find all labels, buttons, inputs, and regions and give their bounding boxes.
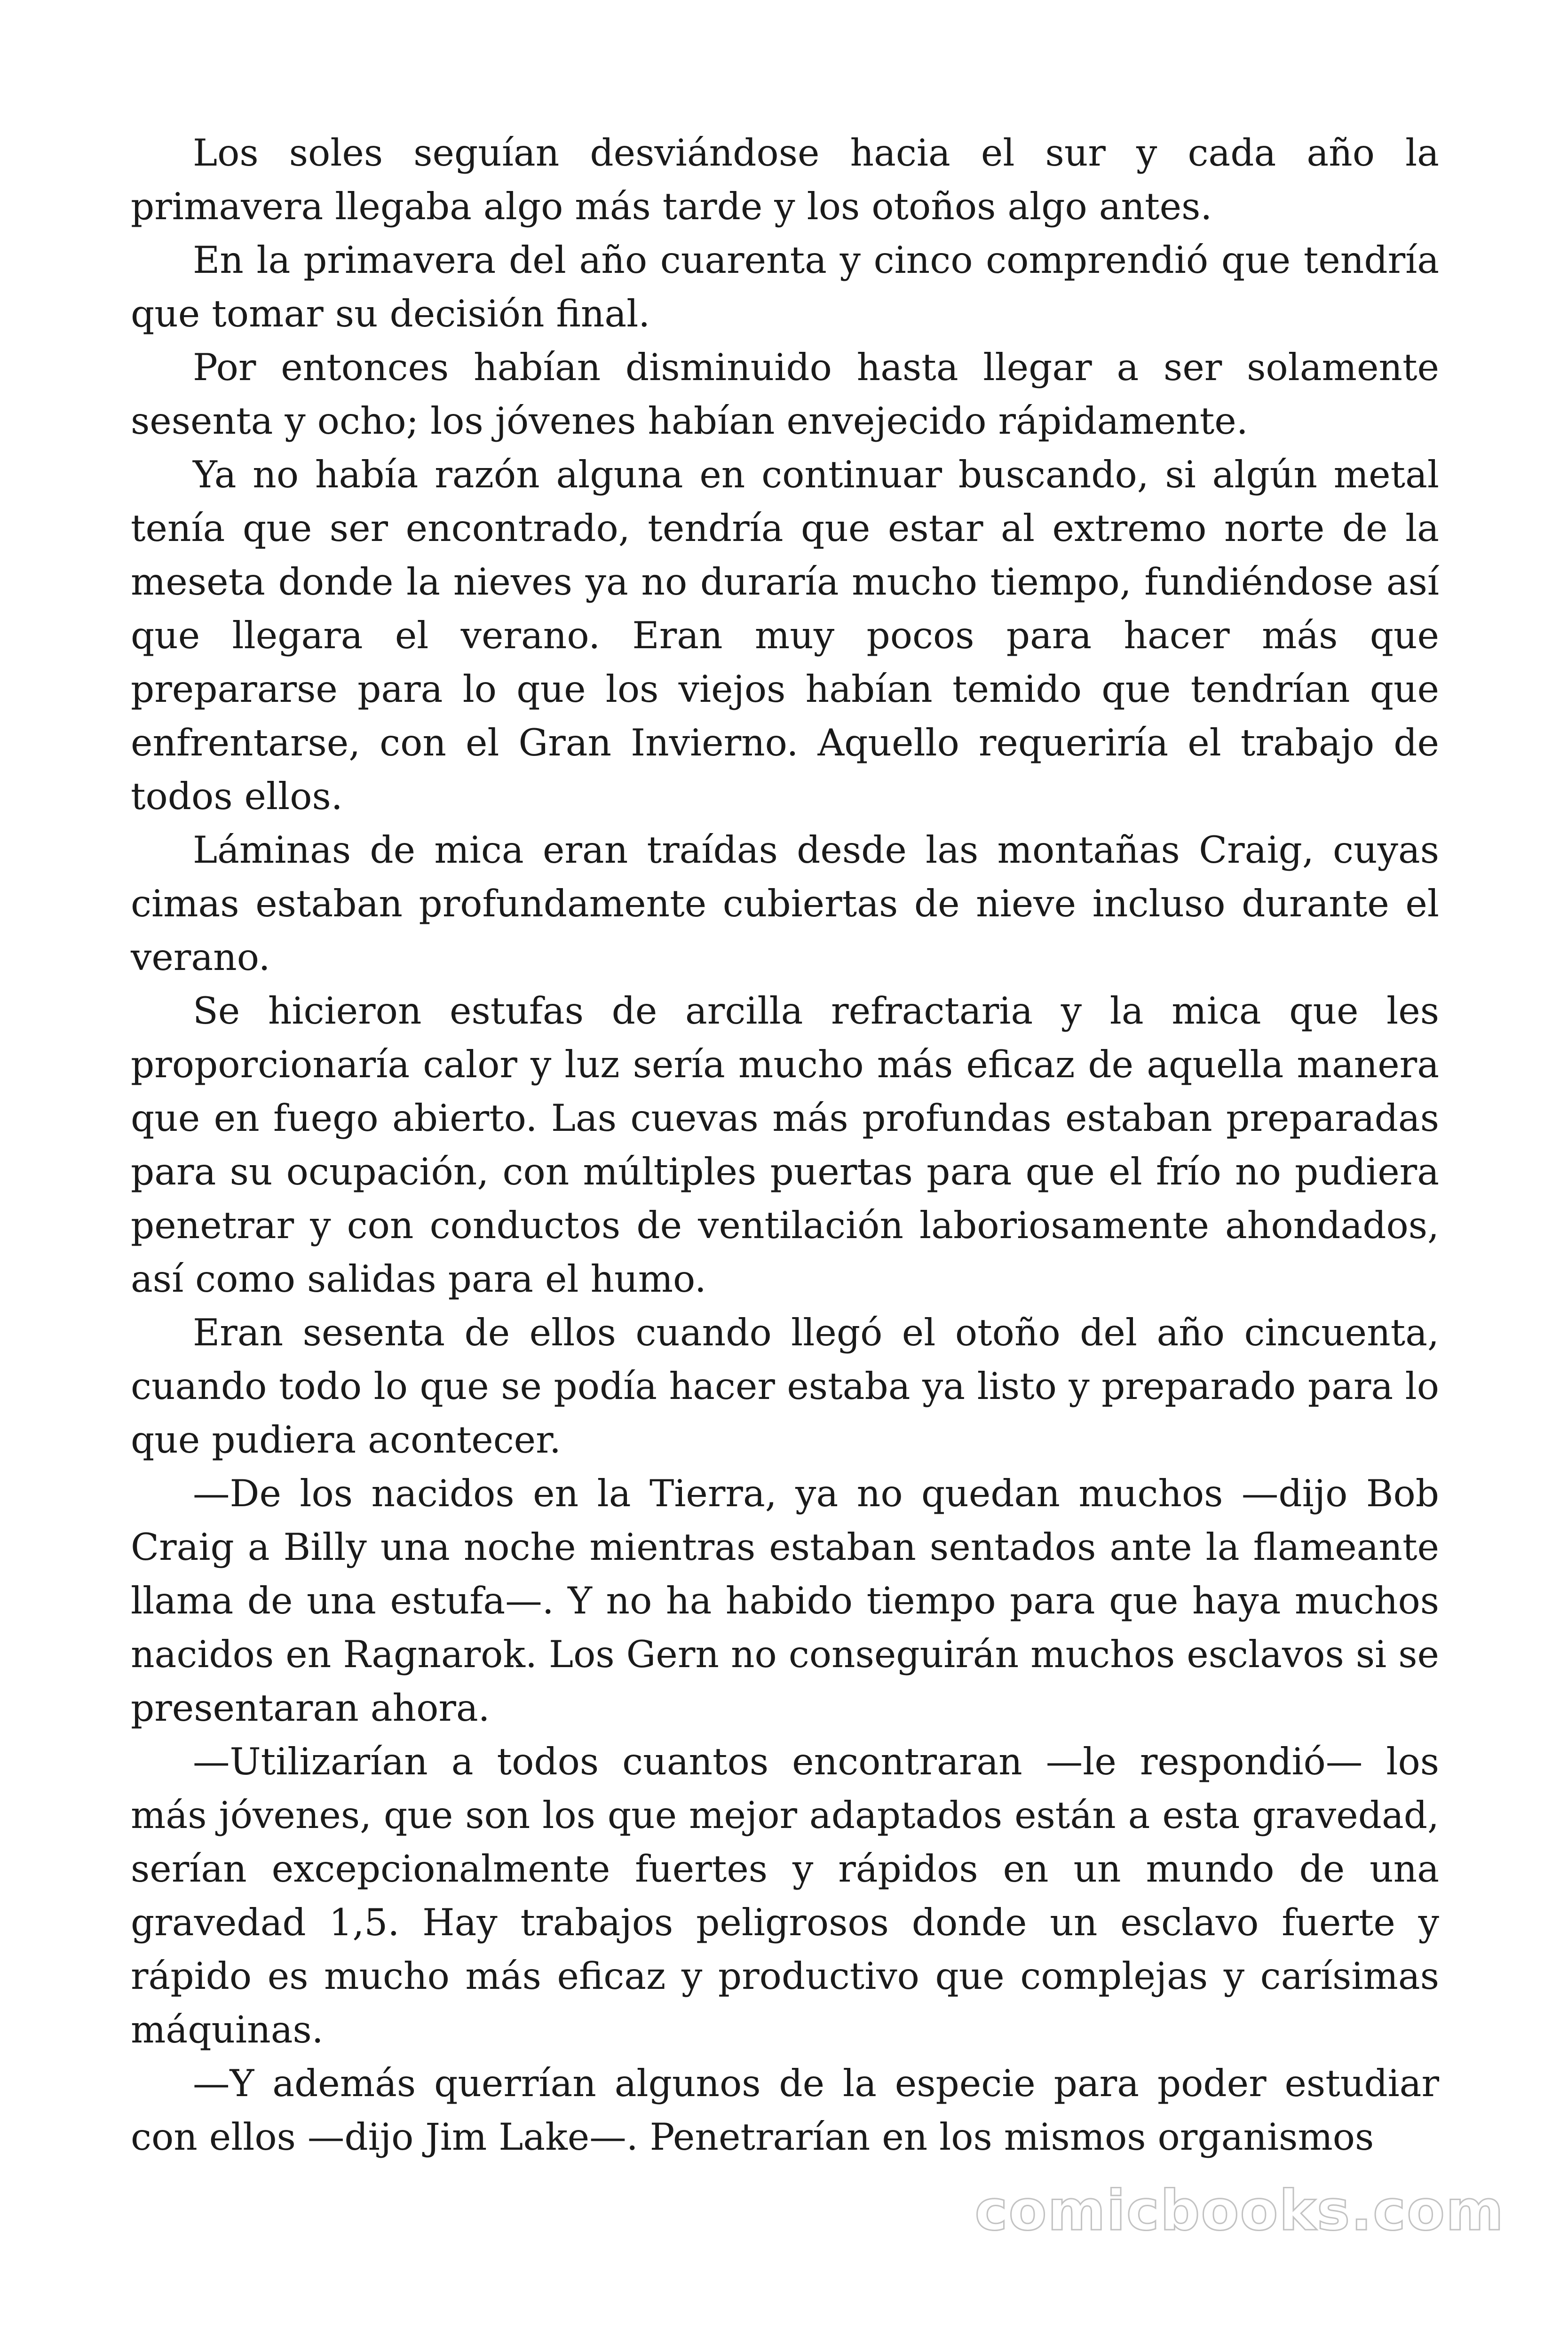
book-page-text — [131, 126, 1439, 2164]
paragraph: Eran sesenta de ellos cuando llegó el otoño del año cincuenta, cuando todo lo que se podía hacer estaba ya listo y preparado para lo que pudiera acontecer. — [131, 1311, 1439, 1462]
paragraph: Láminas de mica eran traídas desde las montañas Craig, cuyas cimas estaban profundamente cubiertas de nieve incluso durante el verano. — [131, 828, 1439, 979]
paragraph: Ya no había razón alguna en continuar buscando, si algún metal tenía que ser encontrado, tendría que estar al extremo norte de la meseta donde la nieves ya no duraría mucho tiempo, fundiéndose así que llegara el verano. Eran muy pocos para hacer más que prepararse para lo que los viejos habían temido que tendrían que enfrentarse, con el Gran Invierno. Aquello requeriría el trabajo de todos ellos. — [131, 453, 1439, 818]
paragraph: —Y además querrían algunos de la especie para poder estudiar con ellos —dijo Jim Lake—. Penetrarían en los mismos organismos — [131, 2062, 1439, 2159]
paragraph: Los soles seguían desviándose hacia el sur y cada año la primavera llegaba algo más tarde y los otoños algo antes. — [131, 131, 1439, 228]
paragraph: Por entonces habían disminuido hasta llegar a ser solamente sesenta y ocho; los jóvenes habían envejecido rápidamente. — [131, 346, 1439, 443]
paragraph: En la primavera del año cuarenta y cinco comprendió que tendría que tomar su decisión final. — [131, 238, 1439, 335]
paragraph: —De los nacidos en la Tierra, ya no quedan muchos —dijo Bob Craig a Billy una noche mientras estaban sentados ante la flameante llama de una estufa—. Y no ha habido tiempo para que haya muchos nacidos en Ragnarok. Los Gern no conseguirán muchos esclavos si se presentaran ahora. — [131, 1472, 1439, 1730]
site-watermark: comicbooks.com — [974, 2178, 1505, 2243]
paragraph: —Utilizarían a todos cuantos encontraran —le respondió— los más jóvenes, que son los que mejor adaptados están a esta gravedad, serían excepcionalmente fuertes y rápidos en un mundo de una gravedad 1,5. Hay trabajos peligrosos donde un esclavo fuerte y rápido es mucho más eficaz y productivo que complejas y carísimas máquinas. — [131, 1740, 1439, 2051]
paragraph: Se hicieron estufas de arcilla refractaria y la mica que les proporcionaría calor y luz sería mucho más eficaz de aquella manera que en fuego abierto. Las cuevas más profundas estaban preparadas para su ocupación, con múltiples puertas para que el frío no pudiera penetrar y con conductos de ventilación laboriosamente ahondados, así como salidas para el humo. — [131, 989, 1439, 1301]
